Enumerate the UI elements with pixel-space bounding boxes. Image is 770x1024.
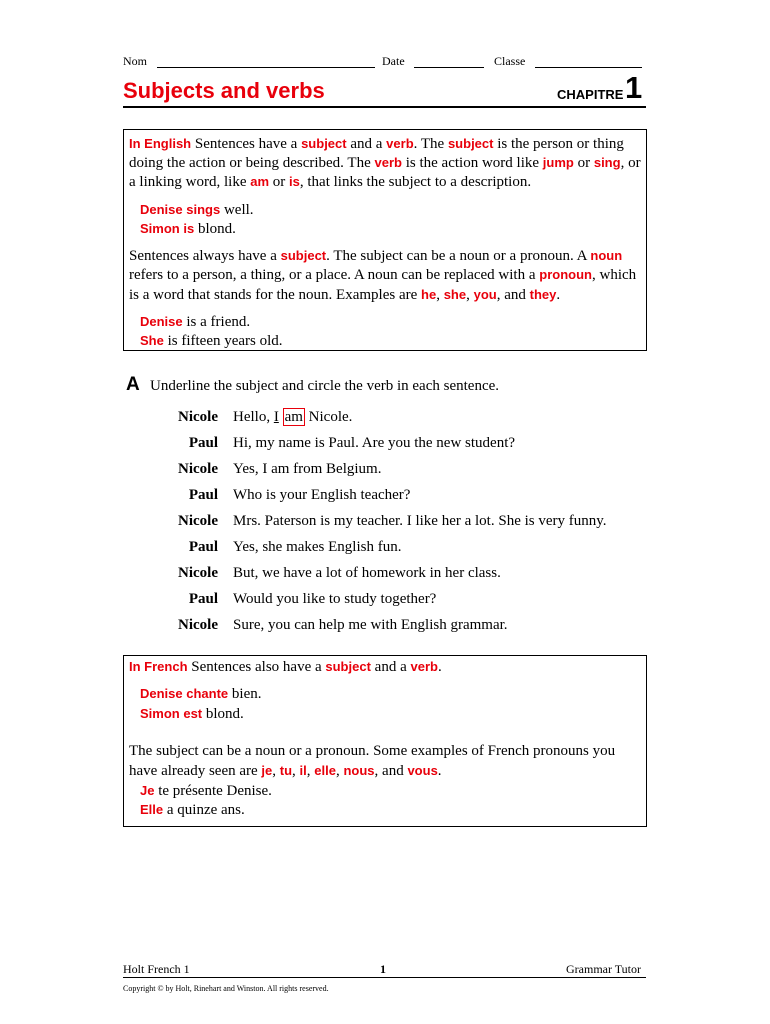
- french-example-4: Elle a quinze ans.: [140, 802, 245, 818]
- classe-field[interactable]: [535, 67, 642, 68]
- dialogue-line: [0, 565, 770, 587]
- dialogue-text: Hi, my name is Paul. Are you the new student?: [233, 435, 516, 451]
- french-p1: In French Sentences also have a subject and a verb.: [129, 659, 442, 675]
- dialogue-line: [0, 617, 770, 639]
- dialogue-text: Yes, she makes English fun.: [233, 539, 402, 555]
- dialogue-text: But, we have a lot of homework in her class.: [233, 565, 501, 581]
- dialogue-line: [0, 513, 770, 535]
- english-p2-line1: Sentences always have a subject. The subject can be a noun or a pronoun. A noun: [129, 248, 623, 264]
- exercise-instruction: Underline the subject and circle the verb in each sentence.: [150, 378, 500, 394]
- dialogue-line: [0, 591, 770, 613]
- chapitre-number: 1: [625, 70, 643, 105]
- speaker-name: Nicole: [178, 617, 218, 633]
- nom-field[interactable]: [157, 67, 375, 68]
- dialogue-line: [0, 435, 770, 457]
- copyright: Copyright © by Holt, Rinehart and Winston. All rights reserved.: [123, 984, 329, 993]
- dialogue-line: [0, 487, 770, 509]
- french-example-1: Denise chante bien.: [140, 686, 262, 702]
- speaker-name: Paul: [188, 591, 218, 607]
- english-p1-line2: doing the action or being described. The verb is the action word like jump or sing, or: [129, 155, 641, 171]
- footer-right: Grammar Tutor: [566, 962, 641, 976]
- nom-label: Nom: [123, 54, 147, 68]
- dialogue-text: Sure, you can help me with English grammar.: [233, 617, 508, 633]
- french-example-3: Je te présente Denise.: [140, 783, 272, 799]
- footer-rule: [123, 977, 646, 978]
- footer-page-number: 1: [380, 962, 386, 976]
- speaker-name: Paul: [188, 487, 218, 503]
- dialogue-text: Yes, I am from Belgium.: [233, 461, 382, 477]
- speaker-name: Nicole: [178, 565, 218, 581]
- footer-left: Holt French 1: [123, 962, 190, 976]
- speaker-name: Paul: [188, 539, 218, 555]
- underlined-subject: I: [273, 409, 279, 425]
- dialogue-text: Hello, I am Nicole.: [233, 409, 353, 425]
- speaker-name: Paul: [188, 435, 218, 451]
- date-field[interactable]: [414, 67, 484, 68]
- english-p2-line2: refers to a person, a thing, or a place. A noun can be replaced with a pronoun, which: [129, 267, 637, 283]
- chapitre-label: CHAPITRE: [557, 87, 624, 102]
- french-example-2: Simon est blond.: [140, 706, 244, 722]
- circled-verb: am: [284, 409, 303, 425]
- french-p2-line1: The subject can be a noun or a pronoun. Some examples of French pronouns you: [129, 743, 616, 759]
- dialogue-text: Mrs. Paterson is my teacher. I like her a lot. She is very funny.: [233, 513, 607, 529]
- dialogue-line: [0, 409, 770, 431]
- dialogue-text: Who is your English teacher?: [233, 487, 411, 503]
- page-title: Subjects and verbs: [123, 78, 325, 103]
- dialogue-line: [0, 461, 770, 483]
- english-p1-line3: a linking word, like am or is, that links the subject to a description.: [129, 174, 532, 190]
- english-p1-line1: In English Sentences have a subject and a verb. The subject is the person or thing: [129, 136, 624, 152]
- dialogue-line: [0, 539, 770, 561]
- french-p2-line2: have already seen are je, tu, il, elle, nous, and vous.: [129, 763, 442, 779]
- classe-label: Classe: [494, 54, 526, 68]
- speaker-name: Nicole: [178, 461, 218, 477]
- date-label: Date: [382, 54, 405, 68]
- english-example-1: Denise sings well.: [140, 202, 254, 218]
- speaker-name: Nicole: [178, 409, 218, 425]
- english-example-2: Simon is blond.: [140, 221, 236, 237]
- english-example-3: Denise is a friend.: [140, 314, 251, 330]
- english-p2-line3: is a word that stands for the noun. Examples are he, she, you, and they.: [129, 287, 561, 303]
- english-example-4: She is fifteen years old.: [140, 333, 283, 349]
- exercise-letter: A: [126, 374, 140, 395]
- dialogue-text: Would you like to study together?: [233, 591, 437, 607]
- title-rule: [123, 106, 646, 108]
- speaker-name: Nicole: [178, 513, 218, 529]
